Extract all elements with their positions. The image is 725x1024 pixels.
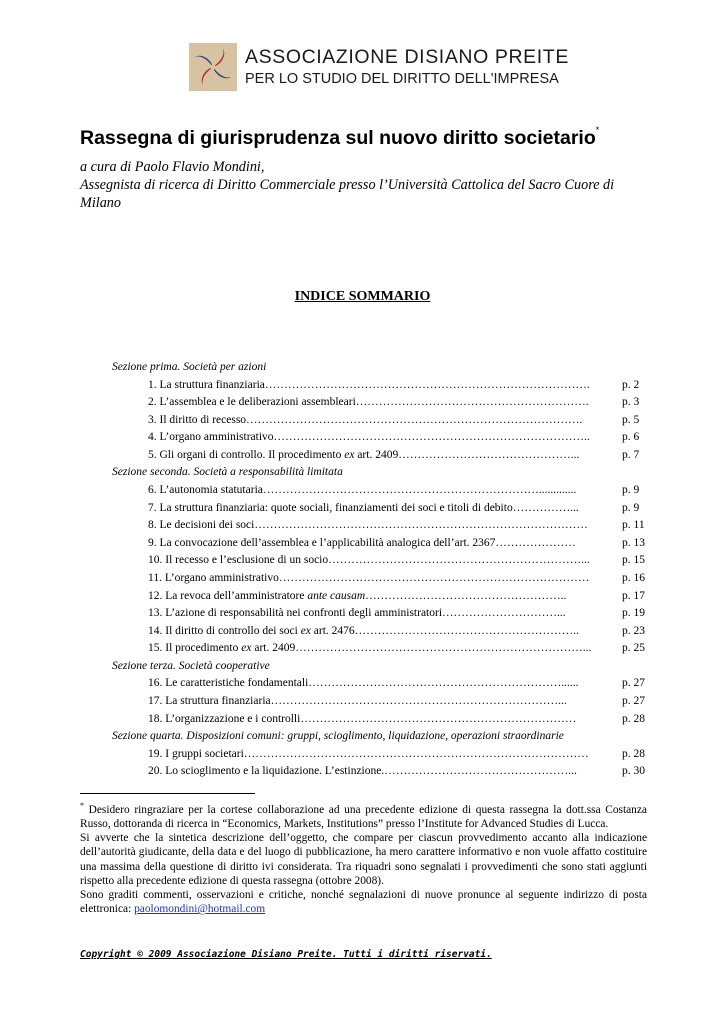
header [189, 43, 569, 93]
email-link[interactable]: paolomondini@hotmail.com [134, 903, 266, 916]
toc-page: p. 27 [622, 695, 645, 707]
toc-entry-text: 18. L’organizzazione e i controlli……………………………………………………………… [148, 712, 577, 725]
toc-entry[interactable] [112, 447, 652, 465]
footnote-paragraph [80, 888, 647, 916]
toc-entry[interactable] [112, 377, 652, 395]
toc-page: p. 17 [622, 589, 645, 602]
toc-text-part: 14. Il diritto di controllo dei soci [148, 624, 301, 637]
toc-page: p. 23 [622, 624, 645, 637]
spiral-pinwheel-logo-icon [189, 43, 237, 91]
toc-entry[interactable] [112, 517, 652, 535]
footnote-mark: * [80, 801, 84, 810]
toc-entry[interactable] [112, 763, 652, 781]
toc-entry-text: 10. Il recesso e l’esclusione di un socio…………………………………………………………... [148, 554, 590, 567]
footnote-text: Desidero ringraziare per la cortese collaborazione ad una precedente edizione di questa rassegna la dott.ssa Costanza Russo, dottoranda di ricerca in “Economics, Markets, Institutions” presso l’Institute for Advanced Studies di Lucca. [80, 803, 647, 830]
toc-entry[interactable] [112, 693, 652, 711]
toc-entry[interactable] [112, 482, 652, 500]
toc-entry[interactable] [112, 570, 652, 588]
toc-page: p. 2 [622, 378, 640, 391]
footnote-paragraph [80, 799, 647, 831]
curator-affiliation: Assegnista di ricerca di Diritto Commerciale presso l’Università Cattolica del Sacro Cuore di Milano [80, 177, 615, 211]
toc-text-part: art. 2409………………………………………... [354, 448, 580, 461]
toc-entry-text: 3. Il diritto di recesso……………………………………………………………………………. [148, 413, 583, 426]
toc-entry[interactable] [112, 605, 652, 623]
toc-entry-text: 4. L’organo amministrativo……………………………………………………………………….. [148, 431, 590, 444]
toc-page: p. 25 [622, 642, 645, 655]
toc-text-part: 5. Gli organi di controllo. Il procedimento [148, 448, 345, 461]
curator-block [80, 158, 655, 212]
copyright-notice: Copyright © 2009 Associazione Disiano Preite. Tutti i diritti riservati. [80, 949, 492, 960]
curator-name: a cura di Paolo Flavio Mondini, [80, 159, 265, 175]
org-name: ASSOCIAZIONE DISIANO PREITE [245, 46, 569, 68]
toc-entry-text [148, 640, 606, 658]
title-footnote-mark: * [595, 125, 600, 135]
toc-page: p. 5 [622, 413, 640, 426]
toc-section: Sezione terza. Società cooperative [112, 659, 270, 672]
toc-page: p. 9 [622, 483, 640, 496]
toc-entry-text: 1. La struttura finanziaria…………………………………………………………………………. [148, 378, 590, 391]
toc-section: Sezione quarta. Disposizioni comuni: gruppi, scioglimento, liquidazione, operazioni straordinarie [112, 730, 564, 743]
toc-page: p. 28 [622, 712, 645, 725]
toc-entry[interactable] [112, 623, 652, 641]
toc-text-italic: ex [241, 642, 252, 655]
toc-page: p. 30 [622, 765, 645, 778]
toc-page: p. 19 [622, 607, 645, 620]
toc-entry[interactable] [112, 412, 652, 430]
toc-entry[interactable] [112, 640, 652, 658]
toc-entry-text: 8. Le decisioni dei soci…………………………………………………………………………… [148, 519, 588, 532]
footnote-text: Sono graditi commenti, osservazioni e critiche, nonché segnalazioni di nuove pronunce al seguente indirizzo di posta elettronica: [80, 889, 647, 916]
toc-entry-text: 9. La convocazione dell’assemblea e l’applicabilità analogica dell’art. 2367………………… [148, 536, 576, 549]
toc-page: p. 15 [622, 554, 645, 567]
footnote-divider [80, 793, 255, 794]
toc-entry[interactable] [112, 500, 652, 518]
toc-text-italic: ante causam [307, 589, 366, 602]
toc-entry[interactable] [112, 588, 652, 606]
toc-page: p. 11 [622, 519, 645, 532]
toc-entry-text: 6. L’autonomia statutaria………………………………………………………………............. [148, 483, 577, 496]
toc-entry-text: 20. Lo scioglimento e la liquidazione. L’estinzione.…………………………………………... [148, 765, 577, 778]
toc-entry-text: 19. I gruppi societari……………………………………………………………………………… [148, 747, 589, 760]
toc-entry-text [148, 588, 606, 606]
title-text: Rassegna di giurisprudenza sul nuovo diritto societario [80, 127, 596, 149]
toc-page: p. 28 [622, 747, 645, 760]
toc-entry-text: 2. L’assemblea e le deliberazioni assembleari……………………………………………………. [148, 396, 589, 409]
toc-section: Sezione seconda. Società a responsabilità limitata [112, 466, 343, 479]
toc-text-part: art. 2476………………………………………………….. [310, 624, 579, 637]
org-subtitle: PER LO STUDIO DEL DIRITTO DELL'IMPRESA [245, 71, 559, 87]
toc-entry[interactable] [112, 552, 652, 570]
toc-page: p. 7 [622, 448, 640, 461]
toc-text-part: …………………………………………….. [365, 589, 567, 602]
toc-page: p. 6 [622, 431, 640, 444]
footnote-paragraph: Si avverte che la sintetica descrizione dell’oggetto, che compare per ciascun provvedimento accanto alla indicazione dell’autorità giudicante, della data e del luogo di pubblicazione, ha mero carattere informativo e non vuole affatto costituire una massima della questione di diritto ivi considerata. Tra riquadri sono segnalati i provvedimenti che sono stati aggiunti rispetto alla precedente edizione di questa rassegna (ottobre 2008). [80, 832, 647, 887]
toc-entry[interactable] [112, 711, 652, 729]
toc-entry-text: 11. L’organo amministrativo……………………………………………………………………… [148, 571, 590, 584]
toc-section: Sezione prima. Società per azioni [112, 361, 267, 373]
toc-text-italic: ex [344, 448, 355, 461]
toc-entry[interactable] [112, 675, 652, 693]
toc-entry[interactable] [112, 429, 652, 447]
toc-text-italic: ex [300, 624, 311, 637]
document-title [80, 127, 599, 150]
toc-entry[interactable] [112, 746, 652, 764]
toc-page: p. 27 [622, 677, 645, 690]
toc-text-part: 12. La revoca dell’amministratore [148, 589, 308, 602]
toc-text-part: art. 2409…………………………………………………………………... [251, 642, 592, 655]
toc-entry-text: 17. La struttura finanziaria…………………………………………………………………... [148, 695, 567, 707]
toc-entry-text: 16. Le caratteristiche fondamentali…………………………………………………………...... [148, 677, 579, 690]
toc-heading: INDICE SOMMARIO [294, 289, 431, 304]
toc-page: p. 16 [622, 571, 645, 584]
table-of-contents [112, 359, 652, 781]
toc-page: p. 9 [622, 501, 640, 514]
toc-entry-text [148, 623, 606, 641]
toc-entry[interactable] [112, 394, 652, 412]
toc-entry-text: 7. La struttura finanziaria: quote sociali, finanziamenti dei soci e titoli di debito……………... [148, 501, 579, 514]
toc-text-part: 15. Il procedimento [148, 642, 242, 655]
toc-page: p. 3 [622, 396, 640, 409]
toc-entry-text: 13. L’azione di responsabilità nei confronti degli amministratori…………………………... [148, 607, 566, 620]
footnote [80, 799, 647, 916]
toc-entry[interactable] [112, 535, 652, 553]
toc-entry-text [148, 447, 606, 465]
toc-page: p. 13 [622, 536, 645, 549]
